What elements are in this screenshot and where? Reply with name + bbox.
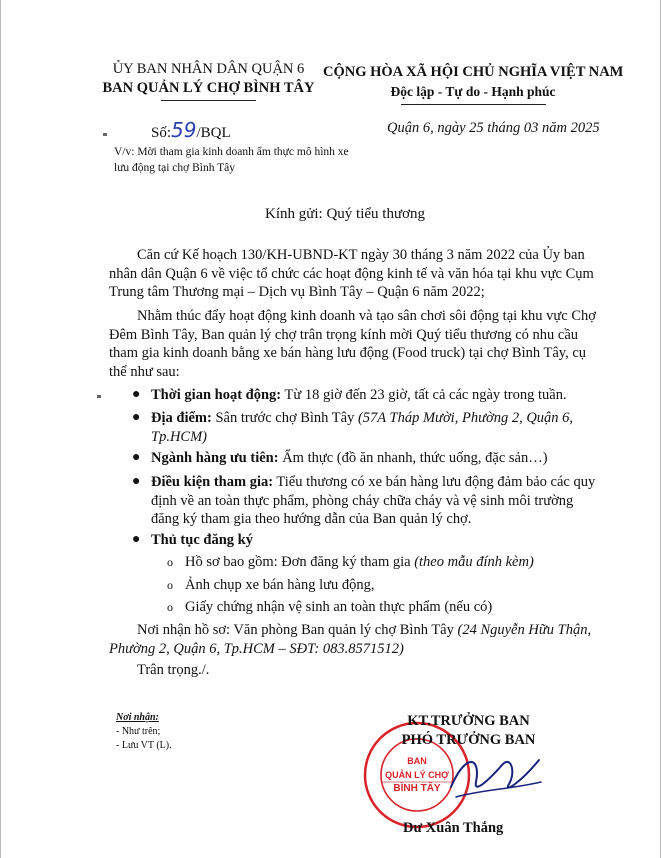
circle-bullet-icon: o <box>167 578 173 592</box>
recipient-item: - Như trên; <box>116 726 161 737</box>
national-motto: Độc lập - Tự do - Hạnh phúc <box>390 84 556 99</box>
handwritten-signature-icon <box>441 742 551 812</box>
recipient-line: Kính gửi: Quý tiểu thương <box>265 206 426 222</box>
bullet-dot-icon: ● <box>132 532 141 547</box>
bullet-dot-icon: ● <box>132 410 141 425</box>
stamp-text-line1: BAN <box>407 756 427 766</box>
signer-title-1: KT.TRƯỞNG BAN <box>407 713 530 729</box>
bullet-condition: ● Điều kiện tham gia: Tiểu thương có xe bán hàng lưu động đảm bảo các quy định về an toàn thực phẩm, phòng cháy chữa cháy và vệ sinh môi trường đăng ký tham gia theo hướng dẫn của Ban quản lý chợ. <box>132 474 596 527</box>
motto-underline <box>401 104 546 105</box>
paragraph-invitation: Nhằm thúc đẩy hoạt động kinh doanh và tạo sân chơi sôi động tại khu vực Chợ Đêm Bình Tây, Ban quản lý chợ trân trọng kính mời Quý tiểu thương có nhu cầu tham gia kinh doanh bằng xe bán hàng lưu động (Food truck) tại chợ Bình Tây, cụ thể như sau: <box>109 308 596 380</box>
issuer-parent: ỦY BAN NHÂN DÂN QUẬN 6 <box>112 61 305 77</box>
circle-bullet-icon: o <box>167 555 173 569</box>
sub-item-certificate: o Giấy chứng nhận vệ sinh an toàn thực phẩm (nếu có) <box>167 599 493 615</box>
bullet-dot-icon: ● <box>132 387 141 402</box>
document-number: Số:59/BQL <box>151 118 231 142</box>
national-header <box>323 62 623 102</box>
scan-mark <box>103 133 107 136</box>
bullet-place: ● Địa điểm: Sân trước chợ Bình Tây (57A Tháp Mười, Phường 2, Quận 6, Tp.HCM) <box>132 410 574 445</box>
bullet-dot-icon: ● <box>132 474 141 489</box>
sub-item-photo: o Ảnh chụp xe bán hàng lưu động, <box>167 577 375 593</box>
bullet-procedure: ● Thủ tục đăng ký <box>132 532 253 548</box>
signature-block <box>381 712 556 750</box>
submission-place: Nơi nhận hồ sơ: Văn phòng Ban quản lý chợ Bình Tây (24 Nguyễn Hữu Thận, Phường 2, Quận 6, Tp.HCM – SĐT: 083.8571512) <box>109 622 592 657</box>
circle-bullet-icon: o <box>167 600 173 614</box>
stamp-text-line3: BÌNH TÂY <box>393 783 441 794</box>
signer-title-2: PHÓ TRƯỞNG BAN <box>401 732 536 748</box>
scan-mark <box>97 395 101 398</box>
document-number-value: 59 <box>171 118 197 142</box>
national-title: CỘNG HÒA XÃ HỘI CHỦ NGHĨA VIỆT NAM <box>323 64 624 80</box>
bullet-dot-icon: ● <box>132 450 141 465</box>
issue-date: Quận 6, ngày 25 tháng 03 năm 2025 <box>387 120 600 136</box>
recipient-item: - Lưu VT (L). <box>116 740 172 751</box>
stamp-text-line2: QUẢN LÝ CHỢ <box>385 770 449 780</box>
recipients-heading: Nơi nhận: <box>116 712 159 723</box>
issuer-underline <box>161 100 256 101</box>
bullet-time: ● Thời gian hoạt động: Từ 18 giờ đến 23 giờ, tất cả các ngày trong tuần. <box>132 387 567 403</box>
paragraph-basis: Căn cứ Kế hoạch 130/KH-UBND-KT ngày 30 tháng 3 năm 2022 của Ủy ban nhân dân Quận 6 về việc tổ chức các hoạt động kinh tế và văn hóa tại khu vực Cụm Trung tâm Thương mại – Dịch vụ Bình Tây – Quận 6 năm 2022; <box>109 247 594 300</box>
bullet-priority: ● Ngành hàng ưu tiên: Ẩm thực (đồ ăn nhanh, thức uống, đặc sản…) <box>132 450 548 466</box>
signer-name: Dư Xuân Thắng <box>403 820 504 836</box>
sub-item-dossier: o Hồ sơ bao gồm: Đơn đăng ký tham gia (theo mẫu đính kèm) <box>167 554 534 570</box>
document-subject: V/v: Mời tham gia kinh doanh ẩm thực mô hình xe lưu động tại chợ Bình Tây <box>114 146 349 174</box>
issuer-header <box>96 60 321 98</box>
closing-line: Trân trọng./. <box>137 662 210 678</box>
issuer-name: BAN QUẢN LÝ CHỢ BÌNH TÂY <box>102 80 315 96</box>
